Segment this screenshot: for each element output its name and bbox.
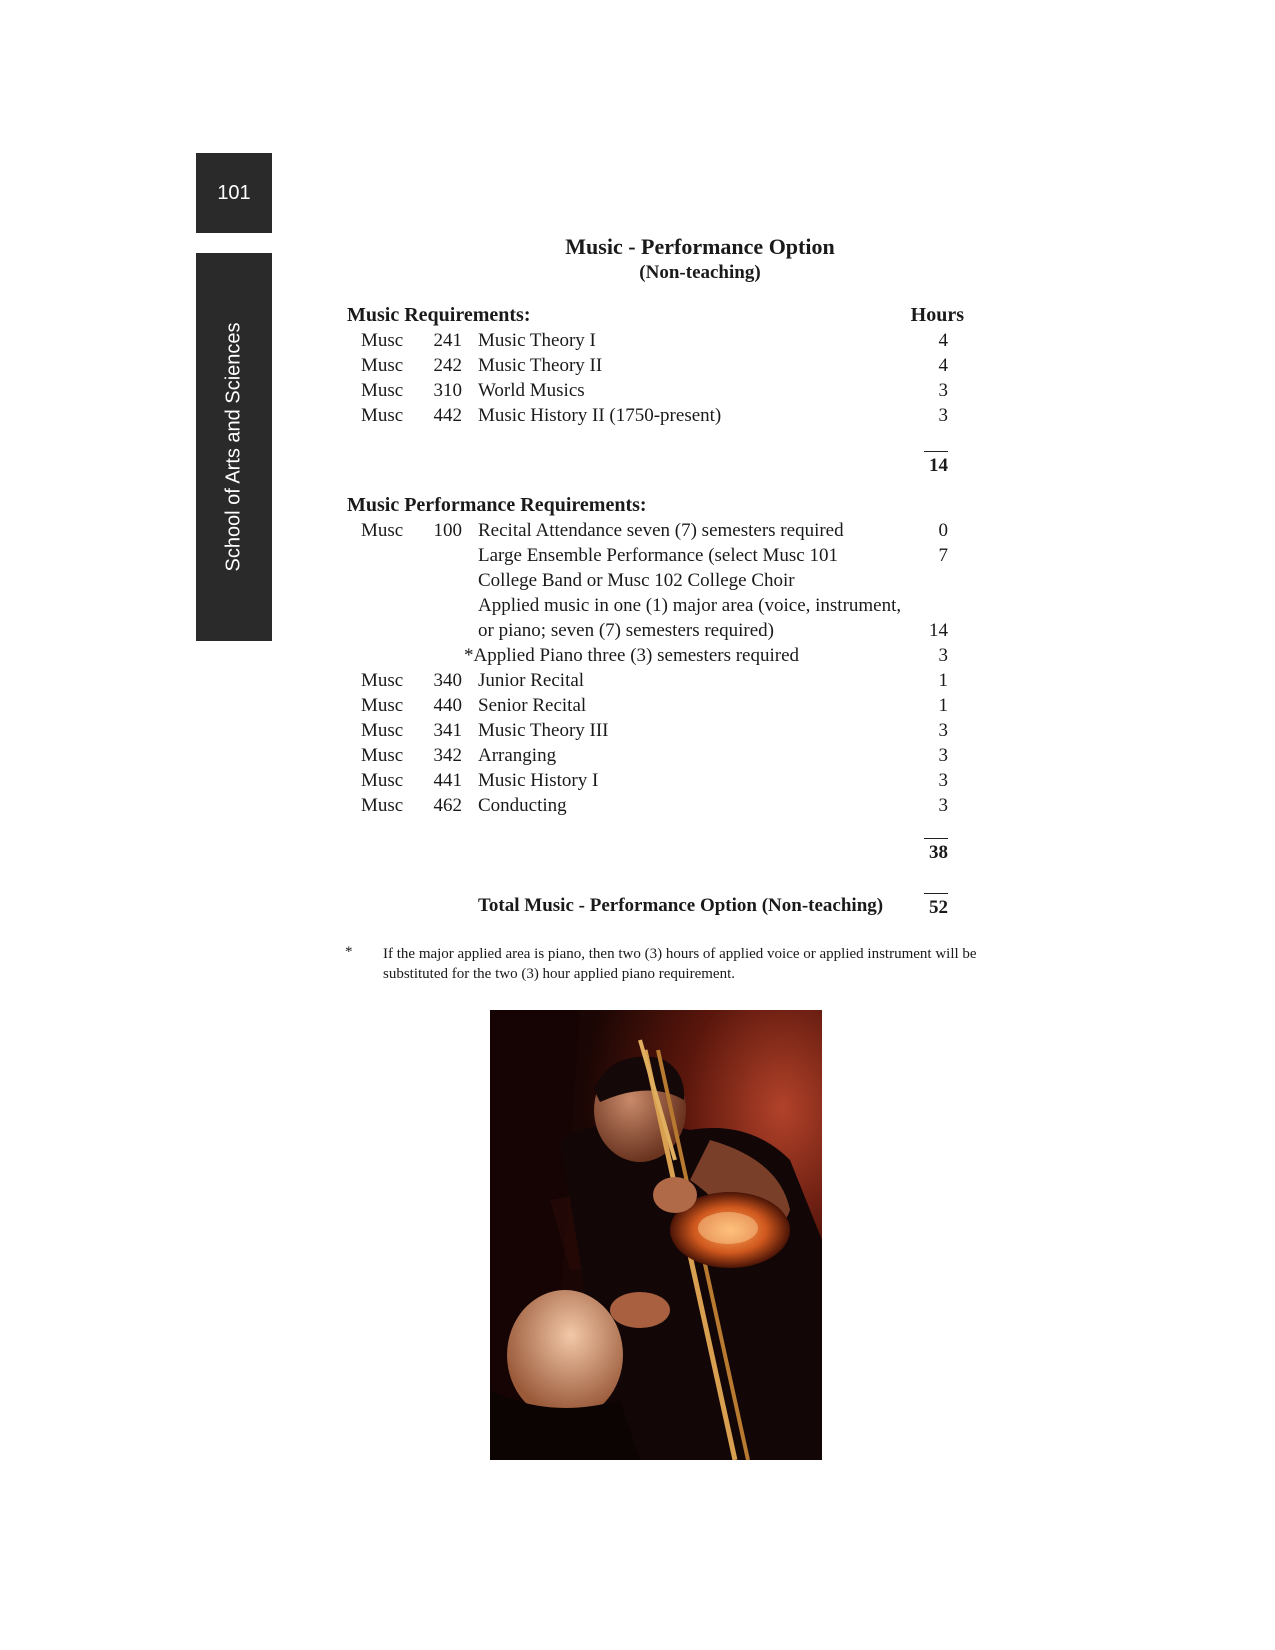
section-heading-performance-requirements: Music Performance Requirements: [347, 494, 647, 516]
course-hours: 3 [938, 795, 948, 816]
course-hours: 3 [938, 745, 948, 766]
course-row [0, 355, 1275, 380]
course-title: *Applied Piano three (3) semesters required [464, 645, 800, 666]
subtotal-rule [924, 838, 948, 839]
trombone-performance-photo [490, 1010, 822, 1460]
course-title: Recital Attendance seven (7) semesters required [478, 520, 844, 541]
course-dept: Musc [361, 380, 404, 401]
page-number: 101 [196, 153, 272, 233]
course-hours: 4 [938, 355, 948, 376]
course-dept: Musc [361, 670, 404, 691]
total-label: Total Music - Performance Option (Non-teaching) [478, 895, 884, 916]
course-title: Music History I [478, 770, 599, 791]
course-hours: 0 [938, 520, 948, 541]
course-number: 342 [433, 745, 462, 766]
course-row [0, 570, 1275, 595]
total-value: 52 [929, 897, 948, 918]
course-title: Music Theory II [478, 355, 603, 376]
course-hours: 14 [929, 620, 948, 641]
course-hours: 1 [938, 695, 948, 716]
course-row [0, 795, 1275, 820]
course-number: 241 [433, 330, 462, 351]
course-hours: 7 [938, 545, 948, 566]
course-hours: 3 [938, 770, 948, 791]
section-side-tab-label: School of Arts and Sciences [222, 322, 245, 572]
course-dept: Musc [361, 355, 404, 376]
course-number: 441 [433, 770, 462, 791]
hours-column-header: Hours [910, 304, 964, 326]
course-title: World Musics [478, 380, 585, 401]
course-number: 341 [433, 720, 462, 741]
course-number: 100 [433, 520, 462, 541]
course-title: Conducting [478, 795, 567, 816]
page-title: Music - Performance Option [565, 234, 835, 259]
course-row [0, 330, 1275, 355]
course-title: Music History II (1750-present) [478, 405, 722, 426]
course-title: Music Theory III [478, 720, 609, 741]
course-title: Junior Recital [478, 670, 585, 691]
total-rule [924, 893, 948, 894]
course-hours: 3 [938, 405, 948, 426]
course-hours: 1 [938, 670, 948, 691]
course-number: 442 [433, 405, 462, 426]
course-number: 340 [433, 670, 462, 691]
course-number: 440 [433, 695, 462, 716]
course-hours: 3 [938, 720, 948, 741]
course-title: Music Theory I [478, 330, 596, 351]
course-number: 310 [433, 380, 462, 401]
course-title: or piano; seven (7) semesters required) [478, 620, 774, 641]
footnote-text: If the major applied area is piano, then two (3) hours of applied voice or applied instrument will be substituted for the two (3) hour applied piano requirement. [383, 946, 977, 982]
course-row [0, 405, 1275, 430]
course-dept: Musc [361, 770, 404, 791]
course-row [0, 745, 1275, 770]
course-row [0, 670, 1275, 695]
course-dept: Musc [361, 330, 404, 351]
course-hours: 4 [938, 330, 948, 351]
course-hours: 3 [938, 380, 948, 401]
course-dept: Musc [361, 405, 404, 426]
course-row [0, 770, 1275, 795]
course-dept: Musc [361, 745, 404, 766]
course-hours: 3 [938, 645, 948, 666]
course-title: Arranging [478, 745, 557, 766]
course-dept: Musc [361, 720, 404, 741]
course-dept: Musc [361, 695, 404, 716]
course-row [0, 595, 1275, 620]
course-title: Senior Recital [478, 695, 587, 716]
course-row [0, 645, 1275, 670]
course-dept: Musc [361, 520, 404, 541]
section-subtotal: 14 [929, 455, 948, 476]
course-row [0, 720, 1275, 745]
section-heading-music-requirements: Music Requirements: [347, 304, 531, 326]
course-row [0, 520, 1275, 545]
course-row [0, 545, 1275, 570]
course-number: 242 [433, 355, 462, 376]
section-subtotal: 38 [929, 842, 948, 863]
course-row [0, 620, 1275, 645]
course-number: 462 [433, 795, 462, 816]
course-row [0, 380, 1275, 405]
course-title: Applied music in one (1) major area (voice, instrument, [478, 595, 902, 616]
page-subtitle: (Non-teaching) [639, 262, 761, 283]
course-title: College Band or Musc 102 College Choir [478, 570, 795, 591]
course-row [0, 695, 1275, 720]
subtotal-rule [924, 451, 948, 452]
course-title: Large Ensemble Performance (select Musc 101 [478, 545, 838, 566]
course-dept: Musc [361, 795, 404, 816]
footnote-marker: * [345, 944, 353, 960]
